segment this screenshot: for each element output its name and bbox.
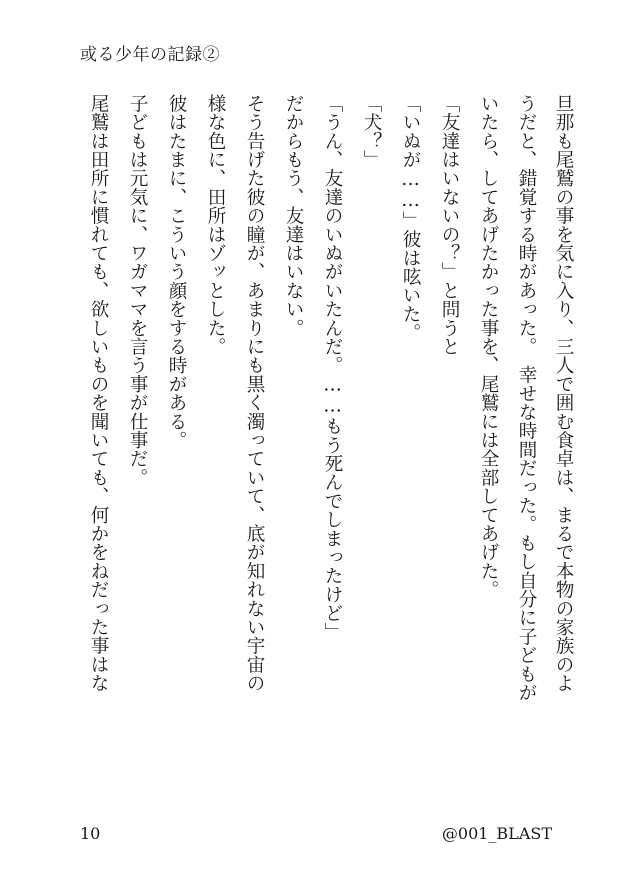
vertical-text-body xyxy=(60,94,578,798)
page-title: 或る少年の記録② xyxy=(80,45,220,65)
text-line: うだと、錯覚する時があった。 幸せな時間だった。もし自分に子どもが xyxy=(516,94,537,702)
text-line: 「犬？」 xyxy=(361,94,382,169)
text-line: 彼はたまに、こういう顔をする時がある。 xyxy=(166,94,187,450)
text-line: 様な色に、田所はゾッとした。 xyxy=(205,94,226,356)
text-line: いたら、してあげたかった事を、尾鷲には全部してあげた。 xyxy=(478,94,499,599)
page-number: 10 xyxy=(80,824,101,843)
text-line: 子どもは元気に、ワガママを言う事が仕事だ。 xyxy=(127,94,148,487)
text-line: 尾鷲は田所に慣れても、欲しいものを聞いても、何かをねだった事はな xyxy=(88,94,109,693)
text-line: だからもう、友達はいない。 xyxy=(283,94,304,338)
text-line: 「うん、友達のいぬがいたんだ。……もう死んでしまったけど」 xyxy=(322,94,343,642)
text-line: 「いぬが……」彼は呟いた。 xyxy=(400,94,421,342)
text-line: 「友達はいないの？」と問うと xyxy=(439,94,460,356)
text-line: そう告げた彼の瞳が、あまりにも黒く濁っていて、底が知れない宇宙の xyxy=(244,94,265,693)
text-line: 旦那も尾鷲の事を気に入り、三人で囲む食卓は、まるで本物の家族のよ xyxy=(553,94,574,693)
author-handle: @001_BLAST xyxy=(441,824,552,843)
